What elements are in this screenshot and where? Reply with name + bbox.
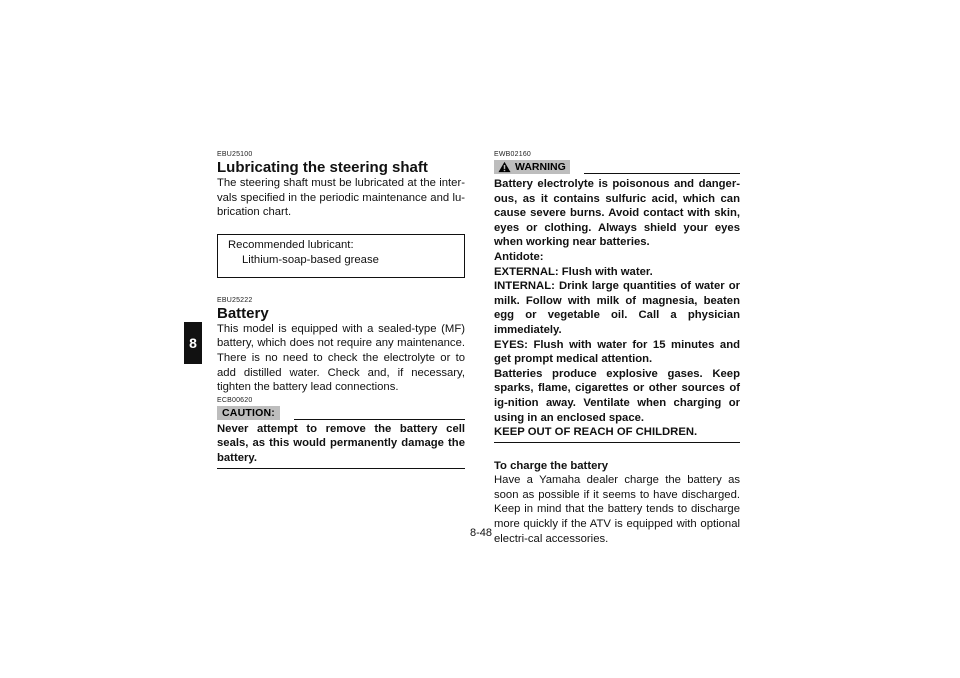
- recommended-lubricant-box: [217, 234, 465, 278]
- spec-label: Recommended lubricant:: [228, 238, 354, 251]
- warning-code: EWB02160: [494, 151, 532, 158]
- warning-label: WARNING: [515, 161, 566, 173]
- warning-line: KEEP OUT OF REACH OF CHILDREN.: [494, 426, 698, 439]
- section-body: The steering shaft must be lubricated at the inter-vals specified in the periodic maintenance and lu-brication chart.: [217, 177, 465, 219]
- caution-header: [217, 406, 465, 420]
- warning-line: Battery electrolyte is poisonous and danger-ous, as it contains sulfuric acid, which can cause severe burns. Avoid contact with skin, eyes or clothing. Always shield your eyes when working near batteries.: [494, 178, 740, 249]
- caution-text: Never attempt to remove the battery cell seals, as this would permanently damage the battery.: [217, 422, 465, 464]
- section-code: EBU25222: [217, 296, 253, 304]
- left-column: [217, 150, 465, 469]
- caution-code: ECB00620: [217, 396, 253, 404]
- warning-line: EXTERNAL: Flush with water.: [494, 265, 653, 278]
- warning-header: [494, 160, 740, 174]
- warning-line: Antidote:: [494, 250, 544, 263]
- warning-body: [494, 177, 740, 440]
- caution-rule: [294, 419, 465, 420]
- warning-line: INTERNAL: Drink large quantities of water or milk. Follow with milk of magnesia, beaten egg or vegetable oil. Call a physician immediately.: [494, 280, 740, 336]
- caution-bottom-rule: [217, 468, 465, 469]
- spec-value: Lithium-soap-based grease: [242, 254, 379, 267]
- warning-line: Batteries produce explosive gases. Keep sparks, flame, cigarettes or other sources of ig-nition away. Ventilate when charging or using in an enclosed space.: [494, 367, 740, 424]
- warning-line: EYES: Flush with water for 15 minutes and get prompt medical attention.: [494, 338, 740, 366]
- warning-bottom-rule: [494, 442, 740, 443]
- warning-triangle-icon: [498, 161, 511, 173]
- section-code: EBU25100: [217, 151, 253, 158]
- section-body: This model is equipped with a sealed-type (MF) battery, which does not require any maintenance. There is no need to check the electrolyte or to add distilled water. Check and, if necessary, tighten the battery lead connections.: [217, 322, 465, 394]
- subsection-heading: To charge the battery: [494, 459, 609, 472]
- section-title: Battery: [217, 304, 269, 322]
- chapter-tab: 8: [184, 322, 202, 364]
- warning-rule: [584, 173, 740, 174]
- right-column: [494, 150, 740, 546]
- caution-badge: CAUTION:: [217, 406, 280, 420]
- section-title: Lubricating the steering shaft: [217, 159, 428, 176]
- warning-badge: [494, 160, 570, 174]
- subsection-body: Have a Yamaha dealer charge the battery as soon as possible if it seems to have discharged. Keep in mind that the battery tends to discharge more quickly if the ATV is equipped with optional electri-cal accessories.: [494, 474, 740, 545]
- page-number: 8-48: [469, 527, 493, 539]
